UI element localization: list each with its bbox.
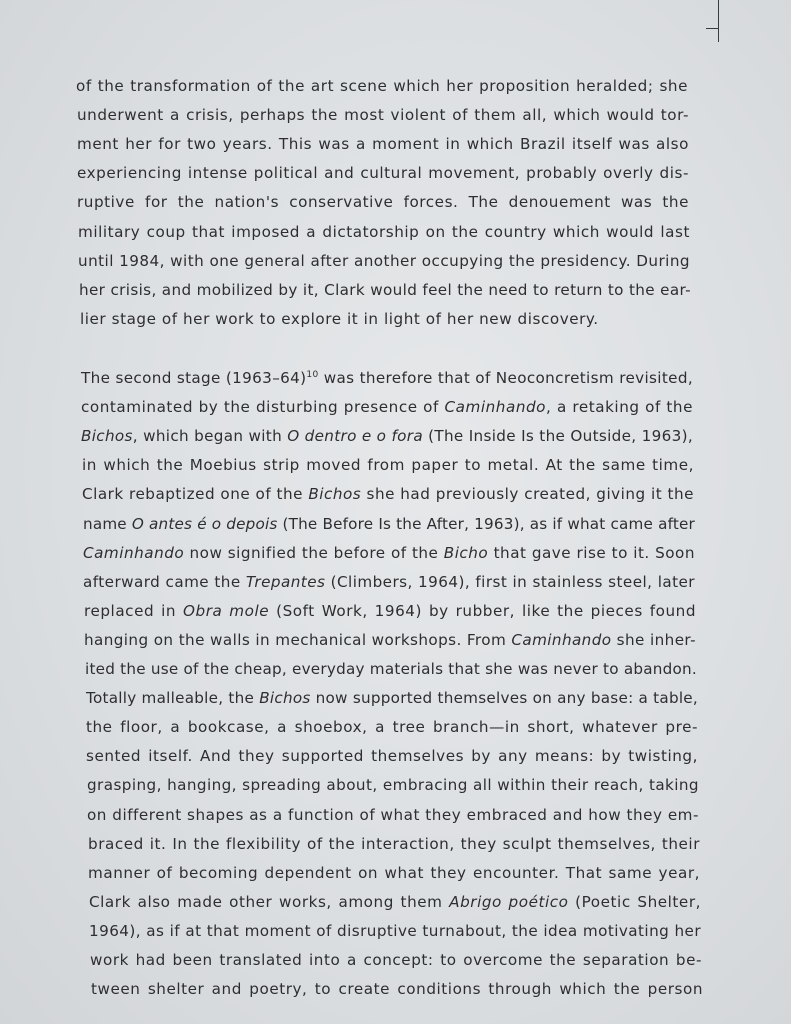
text-run: lier stage of her work to explore it in light of her new discovery. <box>80 309 599 328</box>
text-run: hanging on the walls in mechanical workshops. From <box>84 630 512 649</box>
text-run: was therefore that of Neoconcretism revisited, <box>318 369 693 387</box>
paragraph-2-line <box>81 397 693 417</box>
text-run: the floor, a bookcase, a shoebox, a tree branch—in short, whatever pre- <box>86 718 698 737</box>
text-run: Totally malleable, the <box>86 689 260 708</box>
text-run: ruptive for the nation's conservative forces. The denouement was the <box>77 193 689 212</box>
text-run: in which the Moebius strip moved from paper to metal. At the same time, <box>82 456 694 475</box>
text-run: , a retaking of the <box>546 398 693 417</box>
paragraph-1-line <box>77 105 689 125</box>
text-run: The second stage (1963–64) <box>81 369 307 387</box>
paragraph-2-line <box>87 805 699 825</box>
italic-title: Abrigo poético <box>449 892 569 911</box>
italic-title: Caminhando <box>444 398 547 417</box>
text-run: replaced in <box>84 601 183 620</box>
text-run: she had previously created, giving it the <box>361 485 694 504</box>
paragraph-2-line <box>83 514 695 534</box>
paragraph-2-line <box>85 659 697 679</box>
paragraph-2-line <box>84 601 696 621</box>
text-run: ment her for two years. This was a moment in which Brazil itself was also <box>77 135 689 154</box>
text-run: Clark also made other works, among them <box>89 892 450 911</box>
paragraph-2-line <box>88 834 700 854</box>
text-run: (The Before Is the After, 1963), as if what came after <box>277 514 695 533</box>
text-run: (The Inside Is the Outside, 1963), <box>422 427 693 446</box>
paragraph-2-line <box>81 426 693 446</box>
paragraph-1-line <box>80 309 599 329</box>
paragraph-1-line <box>77 163 689 183</box>
text-run: braced it. In the flexibility of the interaction, they sculpt themselves, their <box>88 834 700 853</box>
italic-title: Trepantes <box>245 572 326 591</box>
text-run: her crisis, and mobilized by it, Clark would feel the need to return to the ear- <box>79 280 691 299</box>
paragraph-1-line <box>77 134 689 154</box>
paragraph-1-line <box>77 192 689 212</box>
paragraph-2-line <box>88 863 700 883</box>
paragraph-1-line <box>78 222 690 242</box>
text-run: of the transformation of the art scene which her proposition heralded; she <box>76 77 688 95</box>
text-run: (Poetic Shelter, <box>568 892 701 911</box>
italic-title: Bicho <box>443 543 489 562</box>
text-run: (Climbers, 1964), first in stainless steel, later <box>325 572 695 591</box>
text-run: manner of becoming dependent on what they encounter. That same year, <box>88 863 700 882</box>
text-run: contaminated by the disturbing presence of <box>81 398 445 417</box>
paragraph-2-line <box>86 746 698 766</box>
text-run: that gave rise to it. Soon <box>488 543 695 562</box>
italic-title: O antes é o depois <box>131 514 278 533</box>
paragraph-1-line <box>79 280 691 300</box>
text-run: on different shapes as a function of what they embraced and how they em- <box>87 805 699 824</box>
text-run: name <box>83 514 132 533</box>
paragraph-2-line <box>82 455 694 475</box>
italic-title: Bichos <box>308 485 362 504</box>
text-run: afterward came the <box>83 572 246 591</box>
paragraph-2-line <box>86 688 698 708</box>
paragraph-2-line <box>91 979 703 999</box>
text-run: now signified the before of the <box>184 543 444 562</box>
text-run: Clark rebaptized one of the <box>82 485 309 504</box>
italic-title: Bichos <box>81 427 133 446</box>
text-run: ited the use of the cheap, everyday materials that she was never to abandon. <box>85 660 697 678</box>
paragraph-2-line <box>87 775 699 795</box>
italic-title: Bichos <box>259 689 311 708</box>
footnote-marker: 10 <box>306 369 319 380</box>
paragraph-2-line <box>83 572 695 592</box>
italic-title: Caminhando <box>83 543 185 562</box>
paragraph-2-line <box>81 368 693 388</box>
text-run: 1964), as if at that moment of disruptive turnabout, the idea motivating her <box>89 921 701 940</box>
paragraph-2-line <box>84 630 696 650</box>
text-run: sented itself. And they supported themselves by any means: by twisting, <box>86 747 698 766</box>
text-run: grasping, hanging, spreading about, embracing all within their reach, taking <box>87 776 699 795</box>
italic-title: O dentro e o fora <box>287 427 423 446</box>
text-run: until 1984, with one general after another occupying the presidency. During <box>78 251 690 270</box>
paragraph-2-line <box>86 717 698 737</box>
text-run: now supported themselves on any base: a table, <box>310 689 698 708</box>
text-run: military coup that imposed a dictatorship on the country which would last <box>78 222 690 241</box>
text-run: she inher- <box>611 630 696 649</box>
paragraph-2-line <box>89 921 701 941</box>
paragraph-1-line <box>76 76 688 96</box>
text-run: , which began with <box>132 427 288 446</box>
italic-title: Obra mole <box>183 601 270 620</box>
text-run: underwent a crisis, perhaps the most violent of them all, which would tor- <box>77 106 689 125</box>
paragraph-1-line <box>78 251 690 271</box>
paragraph-2-line <box>89 892 701 912</box>
text-run: (Soft Work, 1964) by rubber, like the pieces found <box>269 601 697 620</box>
italic-title: Caminhando <box>511 630 612 649</box>
paragraph-2-line <box>90 950 702 970</box>
text-run: experiencing intense political and cultural movement, probably overly dis- <box>77 164 689 183</box>
paragraph-2-line <box>82 484 694 504</box>
text-run: work had been translated into a concept: to overcome the separation be- <box>90 951 702 969</box>
paragraph-2-line <box>83 543 695 563</box>
text-run: tween shelter and poetry, to create conditions through which the person <box>91 980 703 999</box>
